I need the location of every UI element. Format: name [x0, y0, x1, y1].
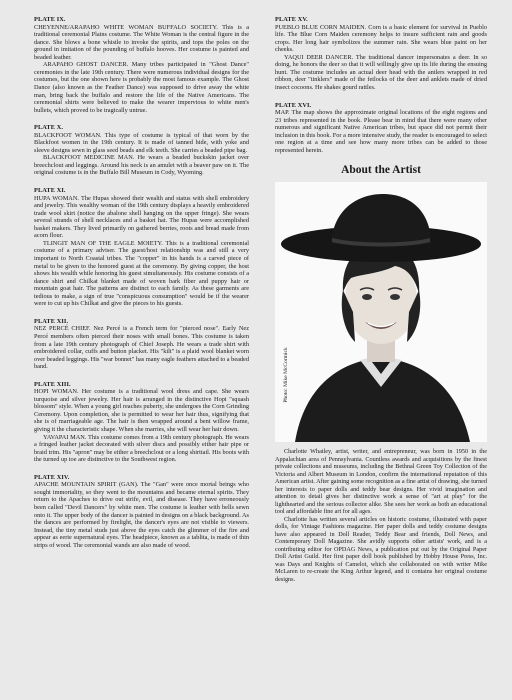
plate-paragraph: YAVAPAI MAN. This costume comes from a 19th century photograph. He wears a fringed leather jacket decorated with silver discs and possibly either hair pipe or braid trim. His "apron" may be either a breechclout or a long shirttail. His boots with the turned up toe are distinctive to the Southwest region. — [34, 433, 249, 464]
plate-paragraph: YAQUI DEER DANCER. The traditional dancer impersonates a deer. In so doing, he honors the deer so that it will willingly give up its life during the ensuing hunt. The costume includes an actual deer head with the antlers wrapped in red ribbon, deer "tinklers" made of the fetlocks of the deer and anklets made of dried insect cocoons. He shakes gourd rattles. — [275, 53, 487, 91]
plate-paragraph: TLINGIT MAN OF THE EAGLE MOIETY. This is a traditional ceremonial costume of a primary adviser. The guest/host relationship was and still a very important to North Coastal tribes. The "copper" in his hands is a carved piece of metal to be given to the honored guest at the ceremony. By giving copper, the host shows his wealth while honoring his guest simultaneously. His costume consists of a dance shirt and Chilkat blanket made of woven bark fiber and puppy hair or mountain goat hair. The patterns are distinct to each family. As these garments are tedious to make, a sign of true "conspicuous consumption" would be if the wearer were to cut up his Chilkat and give the pieces to his guests. — [34, 239, 249, 308]
plate-title: PLATE X. — [34, 124, 64, 132]
plate-section — [34, 16, 249, 114]
plate-paragraph: APACHE MOUNTAIN SPIRIT (GAN). The "Gan" were once mortal beings who sought immortality, so they went to the mountains and became eternal spirits. They return to the Apaches to drive out strife, evil, and disease. They have erroneously been called "Devil Dancers" by white men. The costume is leather with bells sewn onto it. The upper body of the dancer is painted in designs on a black background. As the dances are performed by firelight, the dancer's eyes are not visible to viewers. Instead, the tiny metal studs just above the eyes catch the glimmer of the fire and appear as eerie supernatural eyes. The headpiece, known as a tablita, is made of thin strips of wood. The ceremonial wands are also made of wood. — [34, 481, 249, 549]
plate-title: PLATE XVI. — [275, 101, 312, 109]
plate-paragraph: MAP. The map shows the approximate original locations of the eight regions and 23 tribes represented in the book. Please bear in mind that there were many other numerous and significant Native American tribes, but space did not permit their inclusion in this book. For a more intensive study, the reader is encouraged to select one region at a time and see how many more tribes can be added to those represented herein. — [275, 109, 487, 154]
plate-title: PLATE XII. — [34, 317, 69, 325]
plate-paragraph: PUEBLO BLUE CORN MAIDEN. Corn is a basic element for survival in Pueblo life. The Blue Corn Maiden ceremony helps to insure sufficient rain and goods crops. Her long hair symbolizes the summer rain. She wears blue paint on her cheeks. — [275, 23, 487, 54]
right-column — [275, 16, 487, 583]
about-artist-text — [275, 448, 487, 583]
about-heading: About the Artist — [341, 164, 421, 177]
plate-paragraph: HOPI WOMAN. Her costume is a traditional wool dress and cape. She wears turquoise and silver jewelry. Her hair is arranged in the distinctive Hopi "squash blossom" style. When a young girl reaches puberty, she undergoes the Corn Grinding Ceremony. Upon completion, she is permitted to wear her hair thus, signifying that she is of marriageable age. The hair is then wrapped around a bent willow frame, giving it the characteristic shape. When she marries, she will wear her hair down. — [34, 388, 249, 434]
plate-section — [34, 124, 249, 177]
plate-title: PLATE XV. — [275, 16, 308, 23]
plate-title: PLATE XI. — [34, 187, 66, 195]
plate-paragraph: NEZ PERCÉ CHIEF. Nez Percé is a French term for "pierced nose". Early Nez Percé members often pierced their noses with small bones. This costume is taken from a late 19th century photograph of Chief Joseph. He wears a trade shirt with embroidered collar, cuffs and button placket. His "kilt" is a plaid wool blanket worn over beaded leggings. His "war bonnet" has many eagle feathers attached to a beaded band. — [34, 325, 249, 371]
plate-section — [34, 381, 249, 464]
plate-paragraph: CHEYENNE/ARAPAHO WHITE WOMAN BUFFALO SOCIETY. This is a traditional ceremonial Plains costume. The White Woman is the central figure in the dance. She blows a bone whistle to invoke the spirits, and tops the poles on the ground in imitation of the pounding of buffalo hooves. Her costume is painted and beaded leather. — [34, 23, 249, 61]
photo-credit: Photo: Mike McCormick — [283, 347, 289, 404]
plate-paragraph: BLACKFOOT MEDICINE MAN. He wears a beaded buckskin jacket over breechclout and leggings. Around his neck is an amulet with a beaver paw on it. The original costume is in the Buffalo Bill Museum in Cody, Wyoming. — [34, 154, 249, 177]
plate-title: PLATE XIII. — [34, 380, 71, 388]
plate-paragraph: ARAPAHO GHOST DANCER. Many tribes participated in "Ghost Dance" ceremonies in the late 19th century. There were numerous individual designs for the costumes, but the one shown here is probably the most famous example. The Ghost Dance (also known as the Feather Dance) was supposed to drive away the white man, bring back the buffalo and restore the life of the Native Americans. The ceremonial shirts were believed to make the wearer impervious to white men's bullets, which proved to be tragically untrue. — [34, 61, 249, 114]
artist-portrait-image — [275, 182, 487, 442]
artist-paragraph: Charlotte Whatley, artist, writer, and entrepreneur, was born in 1950 in the Appalachian area of Pennsylvania. Countless awards and acquisitions by the finest private collections and museums, including the Bethnal Green Toy Collection of the Victoria and Albert Museum in London, confirm the international reputation of this American artist. After gaining some recognition as a fine artist of drawing, she turned her interests to paper dolls and teddy bear designs. Her vivid imagination and attention to detail gives her distinctive work a sense of "art at play" for the lighthearted and the serious collector alike. She sees her work as both an educational tool and affordable fine art for all ages. — [275, 448, 487, 516]
plate-paragraph: BLACKFOOT WOMAN. This type of costume is typical of that worn by the Blackfoot women in the 19th century. It is made of tanned hide, with yoke and sleeve designs sewn in glass seed beads and elk teeth. She carries a beaded pipe bag. — [34, 131, 249, 154]
plate-section — [275, 16, 487, 92]
left-column — [34, 16, 249, 559]
artist-photo — [275, 182, 487, 442]
plate-title: PLATE XIV. — [34, 473, 70, 481]
artist-paragraph: Charlotte has written several articles on historic costume, illustrated with paper dolls, for Vintage Fashions magazine. Her paper dolls and teddy costume designs have also appeared in Doll Reader, Teddy Bear and friends, Doll News, and Contemporary Doll Magazine. She avidly supports other artists' work, and is a contributing editor for OPDAG News, a publication put out by the Original Paper Doll Artist Guild. Her first paper doll book published by Hobby House Press, Inc. was Days and Knights of Camelot, which she collaborated on with writer Mike McLaren to re-create the King Arthur legend, and it contains her original costume designs. — [275, 515, 487, 583]
plate-section — [275, 102, 487, 155]
plate-section — [34, 318, 249, 371]
plate-paragraph: HUPA WOMAN. The Hupas showed their wealth and status with shell embroidery and jewelry. This wealthy woman of the 19th century displays a heavily embroidered trade wool skirt (notice the abalone shell hanging on the upper fringe). She wears several strands of shell necklaces and a basket hat. The Hupas were accomplished basket makers. They lived primarily on gathered berries, roots and bread made from acorn flour. — [34, 194, 249, 240]
plate-title: PLATE IX. — [34, 16, 66, 23]
plate-section — [34, 187, 249, 308]
right-plates — [275, 16, 487, 154]
plate-section — [34, 474, 249, 550]
